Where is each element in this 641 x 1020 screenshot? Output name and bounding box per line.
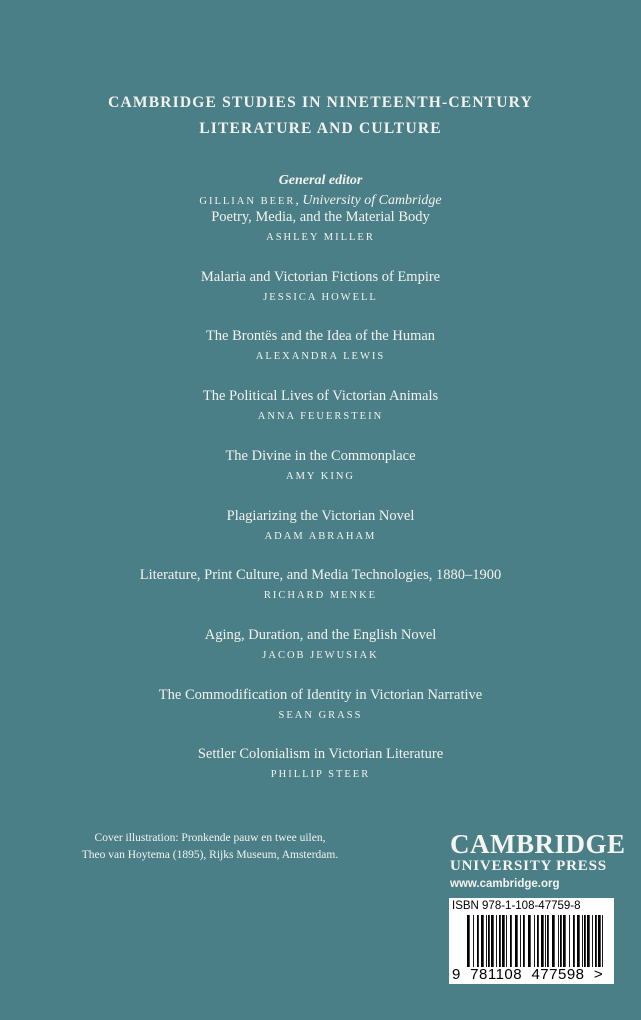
cover-credit-line-2: Theo van Hoytema (1895), Rijks Museum, Amsterdam.	[81, 849, 339, 861]
book-title: Literature, Print Culture, and Media Technologies, 1880–1900	[139, 567, 502, 584]
book-author: ADAM ABRAHAM	[264, 530, 377, 542]
book-entry	[0, 744, 641, 784]
isbn-text: ISBN 978-1-108-47759-8	[452, 900, 581, 912]
book-title: The Brontës and the Idea of the Human	[205, 328, 436, 345]
barcode-bar	[515, 915, 518, 967]
barcode-bar	[595, 915, 597, 967]
book-author: RICHARD MENKE	[263, 590, 378, 602]
barcode-bar	[547, 915, 549, 967]
barcode-bar	[582, 915, 583, 967]
barcode-bar	[602, 915, 603, 967]
isbn-barcode	[449, 898, 614, 984]
barcode-bar	[560, 915, 562, 967]
barcode-bar	[467, 915, 470, 967]
book-title: Malaria and Victorian Fictions of Empire	[200, 268, 441, 285]
barcode-bar	[541, 915, 544, 967]
publisher-url: www.cambridge.org	[450, 878, 560, 890]
publisher-name: CAMBRIDGE	[450, 829, 626, 859]
book-author: SEAN GRASS	[278, 709, 363, 721]
barcode-bar	[584, 915, 586, 967]
barcode-bar	[523, 915, 525, 967]
series-title-line-1: CAMBRIDGE STUDIES IN NINETEENTH-CENTURY	[108, 94, 533, 111]
book-author: PHILLIP STEER	[270, 769, 371, 781]
barcode-bars	[467, 915, 607, 967]
book-title: Aging, Duration, and the English Novel	[204, 626, 437, 643]
book-author: ASHLEY MILLER	[266, 232, 375, 243]
book-title: Poetry, Media, and the Material Body	[211, 209, 430, 225]
barcode-bar	[598, 915, 601, 967]
book-entry	[0, 207, 641, 247]
book-title: Settler Colonialism in Victorian Literature	[197, 746, 444, 763]
barcode-bar	[563, 915, 566, 967]
book-entry	[0, 625, 641, 665]
barcode-bar	[491, 915, 494, 967]
publisher-subname: UNIVERSITY PRESS	[450, 858, 607, 874]
series-title-line-2: LITERATURE AND CULTURE	[199, 120, 442, 137]
barcode-bar	[473, 915, 474, 967]
barcode-bar	[528, 915, 531, 967]
barcode-bar	[573, 915, 575, 967]
series-title	[0, 90, 641, 142]
book-entry	[0, 685, 641, 725]
general-editor-name: GILLIAN BEER	[199, 196, 296, 207]
book-entry	[0, 506, 641, 546]
barcode-bar	[577, 915, 580, 967]
publisher-logo	[450, 830, 626, 890]
barcode-bar	[537, 915, 539, 967]
barcode-bar	[496, 915, 497, 967]
book-title: The Political Lives of Victorian Animals	[202, 388, 439, 405]
barcode-bar	[499, 915, 501, 967]
book-entry	[0, 565, 641, 605]
book-title: Plagiarizing the Victorian Novel	[226, 507, 415, 524]
barcode-bar	[592, 915, 593, 967]
barcode-bar	[587, 915, 590, 967]
book-author: AMY KING	[286, 470, 355, 482]
barcode-bar	[545, 915, 546, 967]
barcode-bar	[486, 915, 487, 967]
barcode-bar	[520, 915, 521, 967]
book-author: JACOB JEWUSIAK	[262, 649, 379, 661]
barcode-bar	[488, 915, 490, 967]
barcode-bar	[569, 915, 570, 967]
book-author: ALEXANDRA LEWIS	[255, 351, 386, 363]
book-author: ANNA FEUERSTEIN	[257, 411, 384, 423]
cover-credit-line-1: Cover illustration: Pronkende pauw en twee uilen,	[94, 832, 326, 844]
barcode-bar	[477, 915, 479, 967]
general-editor-affiliation: University of Cambridge	[302, 193, 442, 208]
general-editor: General editor GILLIAN BEER, University of Cambridge	[0, 171, 641, 209]
barcode-bar	[502, 915, 505, 967]
book-entry	[0, 446, 641, 486]
book-entry	[0, 386, 641, 426]
cover-credit	[60, 830, 360, 864]
barcode-bar	[481, 915, 484, 967]
book-entry	[0, 326, 641, 366]
general-editor-label: General editor	[278, 173, 363, 188]
book-title: The Commodification of Identity in Victorian Narrative	[158, 686, 483, 703]
book-author: JESSICA HOWELL	[263, 291, 378, 303]
barcode-bar	[510, 915, 512, 967]
book-entry	[0, 267, 641, 307]
barcode-bar	[552, 915, 555, 967]
book-title: The Divine in the Commonplace	[225, 447, 416, 464]
barcode-bar	[534, 915, 535, 967]
barcode-bar	[558, 915, 559, 967]
barcode-digits: 9 781108 477598 >	[452, 966, 604, 983]
barcode-bar	[506, 915, 507, 967]
